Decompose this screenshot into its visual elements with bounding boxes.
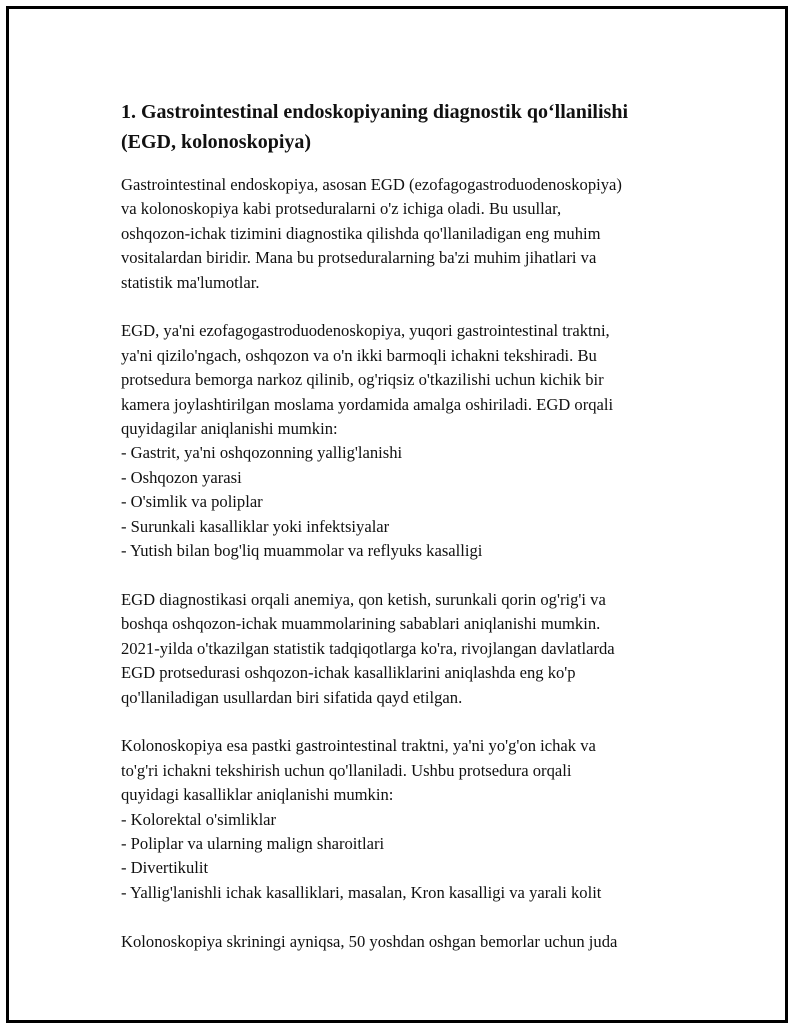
document-page bbox=[6, 6, 788, 1023]
paragraph-line: quyidagi kasalliklar aniqlanishi mumkin: bbox=[121, 785, 394, 805]
paragraph-line: quyidagilar aniqlanishi mumkin: bbox=[121, 419, 338, 439]
paragraph-line: EGD diagnostikasi orqali anemiya, qon ketish, surunkali qorin og'rig'i va bbox=[121, 589, 606, 609]
paragraph bbox=[121, 734, 691, 905]
paragraph-line: to'g'ri ichakni tekshirish uchun qo'llaniladi. Ushbu protsedura orqali bbox=[121, 760, 572, 780]
paragraph-line: Gastrointestinal endoskopiya, asosan EGD (ezofagogastroduodenoskopiya) bbox=[121, 175, 622, 194]
paragraph-line: kamera joylashtirilgan moslama yordamida amalga oshiriladi. EGD orqali bbox=[121, 394, 614, 414]
paragraph-line: EGD, ya'ni ezofagogastroduodenoskopiya, yuqori gastrointestinal traktni, bbox=[121, 321, 610, 341]
paragraph-line: ya'ni qizilo'ngach, oshqozon va o'n ikki barmoqli ichakni tekshiradi. Bu bbox=[121, 345, 597, 365]
paragraph-line: Kolonoskopiya esa pastki gastrointestinal traktni, ya'ni yo'g'on ichak va bbox=[121, 736, 596, 756]
bullet-item: - Yutish bilan bog'liq muammolar va reflyuks kasalligi bbox=[121, 541, 483, 561]
paragraph-line: Kolonoskopiya skriningi ayniqsa, 50 yoshdan oshgan bemorlar uchun juda bbox=[121, 931, 618, 951]
bullet-item: - Yallig'lanishli ichak kasalliklari, masalan, Kron kasalligi va yarali kolit bbox=[121, 882, 602, 902]
paragraphs-container bbox=[121, 173, 691, 954]
bullet-item: - O'simlik va poliplar bbox=[121, 492, 263, 512]
bullet-item: - Oshqozon yarasi bbox=[121, 467, 242, 487]
paragraph-line: protsedura bemorga narkoz qilinib, og'riqsiz o'tkazilishi uchun kichik bir bbox=[121, 370, 604, 390]
bullet-item: - Gastrit, ya'ni oshqozonning yallig'lanishi bbox=[121, 443, 403, 463]
bullet-list bbox=[121, 808, 691, 906]
paragraph bbox=[121, 173, 691, 295]
paragraph bbox=[121, 930, 691, 954]
paragraph-line: vositalardan biridir. Mana bu protseduralarning ba'zi muhim jihatlari va bbox=[121, 248, 597, 268]
paragraph bbox=[121, 588, 691, 710]
section-title-line: 1. Gastrointestinal endoskopiyaning diagnostik qo‘llanilishi bbox=[121, 101, 629, 123]
section-title bbox=[121, 97, 691, 157]
paragraph bbox=[121, 319, 691, 563]
paragraph-line: statistik ma'lumotlar. bbox=[121, 272, 260, 292]
bullet-list bbox=[121, 441, 691, 563]
bullet-item: - Poliplar va ularning malign sharoitlari bbox=[121, 833, 385, 853]
paragraph-line: qo'llaniladigan usullardan biri sifatida qayd etilgan. bbox=[121, 687, 463, 707]
paragraph-line: EGD protsedurasi oshqozon-ichak kasalliklarini aniqlashda eng ko'p bbox=[121, 663, 576, 683]
bullet-item: - Kolorektal o'simliklar bbox=[121, 809, 277, 829]
paragraph-line: oshqozon-ichak tizimini diagnostika qilishda qo'llaniladigan eng muhim bbox=[121, 223, 601, 243]
paragraph-line: 2021-yilda o'tkazilgan statistik tadqiqotlarga ko'ra, rivojlangan davlatlarda bbox=[121, 638, 615, 658]
section-title-line: (EGD, kolonoskopiya) bbox=[121, 131, 312, 153]
paragraph-line: va kolonoskopiya kabi protseduralarni o'z ichiga oladi. Bu usullar, bbox=[121, 199, 562, 219]
document-body bbox=[121, 97, 691, 978]
bullet-item: - Divertikulit bbox=[121, 858, 209, 878]
bullet-item: - Surunkali kasalliklar yoki infektsiyalar bbox=[121, 516, 390, 536]
paragraph-line: boshqa oshqozon-ichak muammolarining sabablari aniqlanishi mumkin. bbox=[121, 614, 601, 634]
